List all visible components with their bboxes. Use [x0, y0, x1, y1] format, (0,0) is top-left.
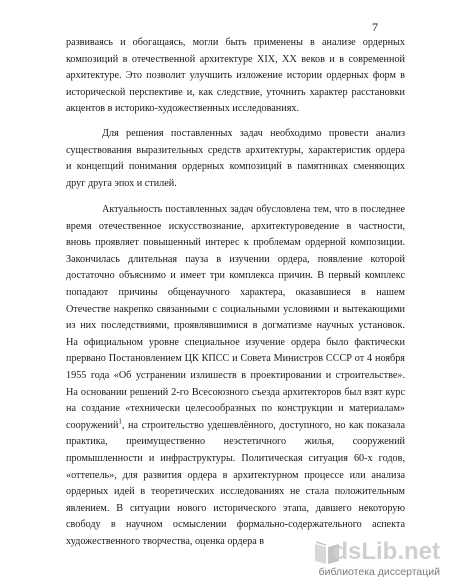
- text-line-with-footnote: [66, 418, 405, 435]
- text-line: друг друга эпох и стилей.: [66, 177, 177, 189]
- text-line: прервано Постановлением ЦК КПСС и Совета Министров СССР от 4 ноября: [66, 353, 405, 365]
- text-line: На официальном уровне специальное изучение ордера было фактически: [66, 336, 405, 348]
- text-line: время отечественное искусствознание, архитектуроведение в частности,: [66, 220, 405, 232]
- text-line: архитектуре. Это позволит улучшить изложение истории ордерных форм в: [66, 70, 405, 82]
- text-line: Актуальность поставленных задач обусловлена тем, что в последнее: [102, 204, 405, 215]
- watermark-logo: dsLib.net: [333, 538, 440, 565]
- text-line: существования выразительных средств архитектуры, характеристик ордера: [66, 144, 405, 156]
- text-line: промышленности и инфраструктуры. Политическая ситуация 60-х годов,: [66, 452, 405, 464]
- text-fragment: , на строительство удешевлённого, доступного, но как показала: [121, 419, 405, 431]
- text-line: художественного творчества, оценка ордера в: [66, 535, 265, 547]
- watermark: [312, 538, 450, 582]
- text-fragment: сооружений: [66, 419, 119, 431]
- text-line: исторической перспективе и, как следствие, уточнить характер расстановки: [66, 86, 405, 98]
- text-line: практика, преимущественно неэстетичного жилья, сооружений: [66, 436, 405, 448]
- text-line: вновь проявляет повышенный интерес к проблемам ордерной композиции.: [66, 237, 405, 249]
- text-line: Отечестве накрепко связанными с социальными условиями и вытекающими: [66, 303, 405, 315]
- text-line: Закончилась длительная пауза в изучении ордера, появление которой: [66, 253, 405, 265]
- paragraph-2: [66, 126, 405, 192]
- text-line: попадают причины общенаучного характера, оказавшиеся в нашем: [66, 286, 405, 298]
- footnote-ref: 1: [118, 417, 122, 426]
- text-line: 1955 года «Об устранении излишеств в проектировании и строительстве».: [66, 369, 405, 381]
- text-line: акцентов в историко-художественных исследованиях.: [66, 103, 300, 115]
- text-line: явлением. В ситуации нового исторического этапа, давшего некоторую: [66, 502, 405, 514]
- text-line: и концепций понимания ордерных композиций в памятниках сменяющих: [66, 161, 405, 173]
- paragraph-3: [66, 202, 405, 550]
- page-number: 7: [372, 20, 378, 34]
- text-line: из них последствиями, проявлявшимися в догматизме научных установок.: [66, 320, 405, 332]
- text-line: ордерных идей в теоретических исследованиях не стала положительным: [66, 486, 405, 498]
- paragraph-1: [66, 35, 405, 118]
- text-line: Для решения поставленных задач необходимо провести анализ: [102, 128, 405, 139]
- text-line: на создание «технически целесообразных по конструкции и материалам»: [66, 403, 405, 415]
- text-line: «оттепель», для развития ордера в архитектурном процессе или анализа: [66, 469, 405, 481]
- text-line: На основании решений 2-го Всесоюзного съезда архитекторов был взят курс: [66, 386, 405, 398]
- text-line: развиваясь и обогащаясь, могли быть применены в анализе ордерных: [66, 37, 405, 48]
- text-line: свободу в научном осмыслении формально-содержательного аспекта: [66, 519, 405, 531]
- watermark-tagline: библиотека диссертаций: [318, 566, 440, 578]
- text-line: достаточно объяснимо и имеет три комплекса причин. В первый комплекс: [66, 270, 405, 282]
- text-line: композиций в отечественной архитектуре XIX, XX веков и в современной: [66, 53, 405, 65]
